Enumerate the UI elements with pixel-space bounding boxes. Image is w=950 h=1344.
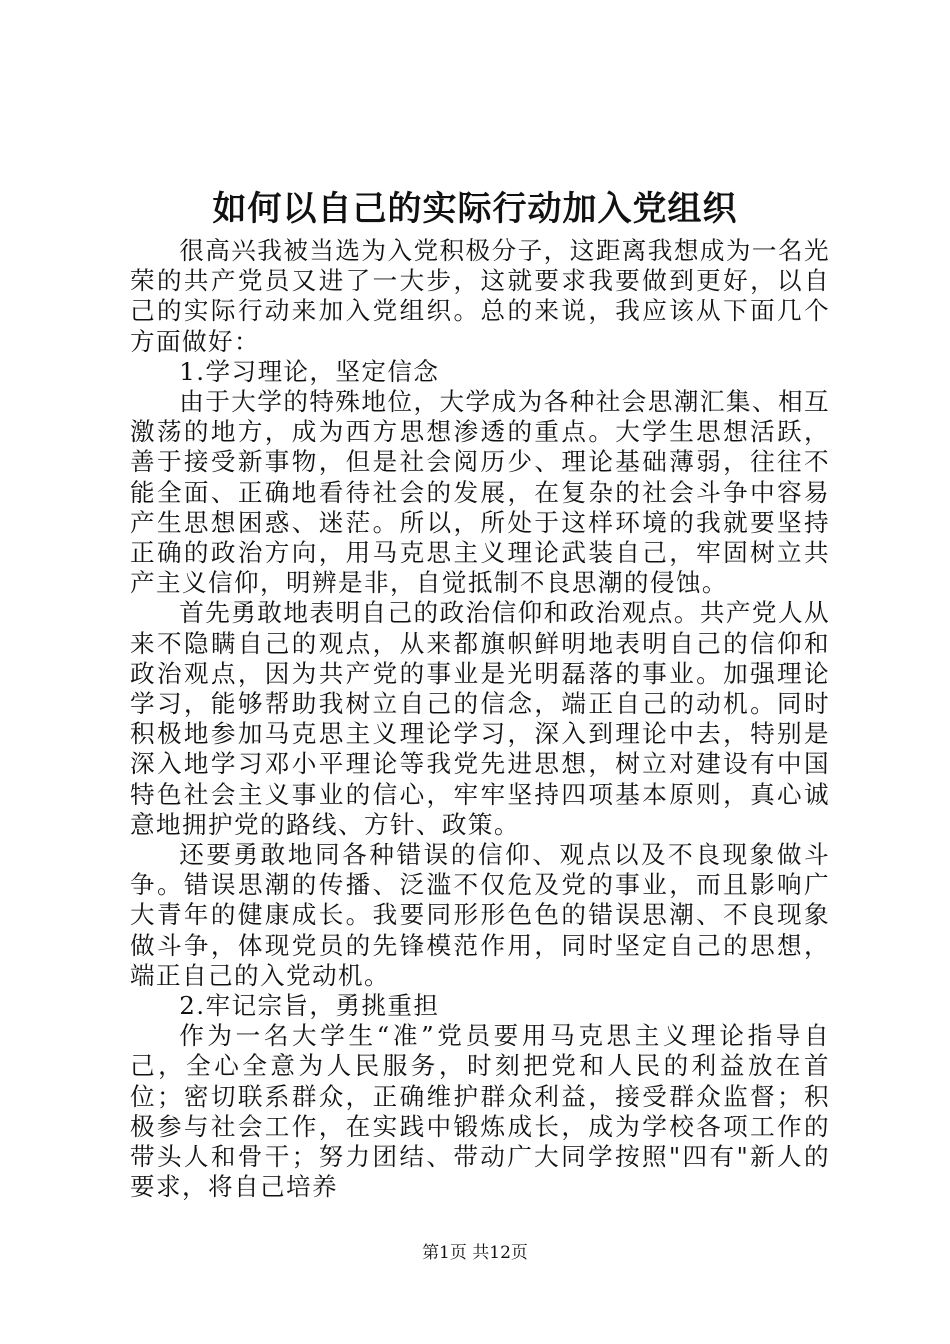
page-number-footer: 第1页 共12页 — [422, 1243, 528, 1263]
paragraph-intro: 很高兴我被当选为入党积极分子，这距离我想成为一名光荣的共产党员又进了一大步，这就要求我要做到更好，以自己的实际行动来加入党组织。总的来说，我应该从下面几个方面做好： — [130, 236, 830, 356]
section-heading-1: 1.学习理论，坚定信念 — [179, 356, 440, 386]
paragraph-university-context: 由于大学的特殊地位，大学成为各种社会思潮汇集、相互激荡的地方，成为西方思想渗透的重点。大学生思想活跃，善于接受新事物，但是社会阅历少、理论基础薄弱，往往不能全面、正确地看待社会的发展，在复杂的社会斗争中容易产生思想困惑、迷茫。所以，所处于这样环境的我就要坚持正确的政治方向，用马克思主义理论武装自己，牢固树立共产主义信仰，明辨是非，自觉抵制不良思潮的侵蚀。 — [130, 387, 830, 598]
document-title: 如何以自己的实际行动加入党组织 — [212, 189, 738, 229]
document-body — [130, 236, 830, 1203]
paragraph-political-belief: 首先勇敢地表明自己的政治信仰和政治观点。共产党人从来不隐瞒自己的观点，从来都旗帜鲜明地表明自己的信仰和政治观点，因为共产党的事业是光明磊落的事业。加强理论学习，能够帮助我树立自己的信念，端正自己的动机。同时积极地参加马克思主义理论学习，深入到理论中去，特别是深入地学习邓小平理论等我党先进思想，树立对建设有中国特色社会主义事业的信心，牢牢坚持四项基本原则，真心诚意地拥护党的路线、方针、政策。 — [130, 598, 830, 839]
paragraph-fight-errors: 还要勇敢地同各种错误的信仰、观点以及不良现象做斗争。错误思潮的传播、泛滥不仅危及党的事业，而且影响广大青年的健康成长。我要同形形色色的错误思潮、不良现象做斗争，体现党员的先锋模范作用，同时坚定自己的思想，端正自己的入党动机。 — [130, 840, 830, 990]
paragraph-serve-people: 作为一名大学生“准”党员要用马克思主义理论指导自己，全心全意为人民服务，时刻把党和人民的利益放在首位；密切联系群众，正确维护群众利益，接受群众监督；积极参与社会工作，在实践中锻炼成长，成为学校各项工作的带头人和骨干；努力团结、带动广大同学按照"四有"新人的要求，将自己培养 — [130, 1021, 830, 1202]
section-heading-2: 2.牢记宗旨，勇挑重担 — [179, 991, 440, 1021]
